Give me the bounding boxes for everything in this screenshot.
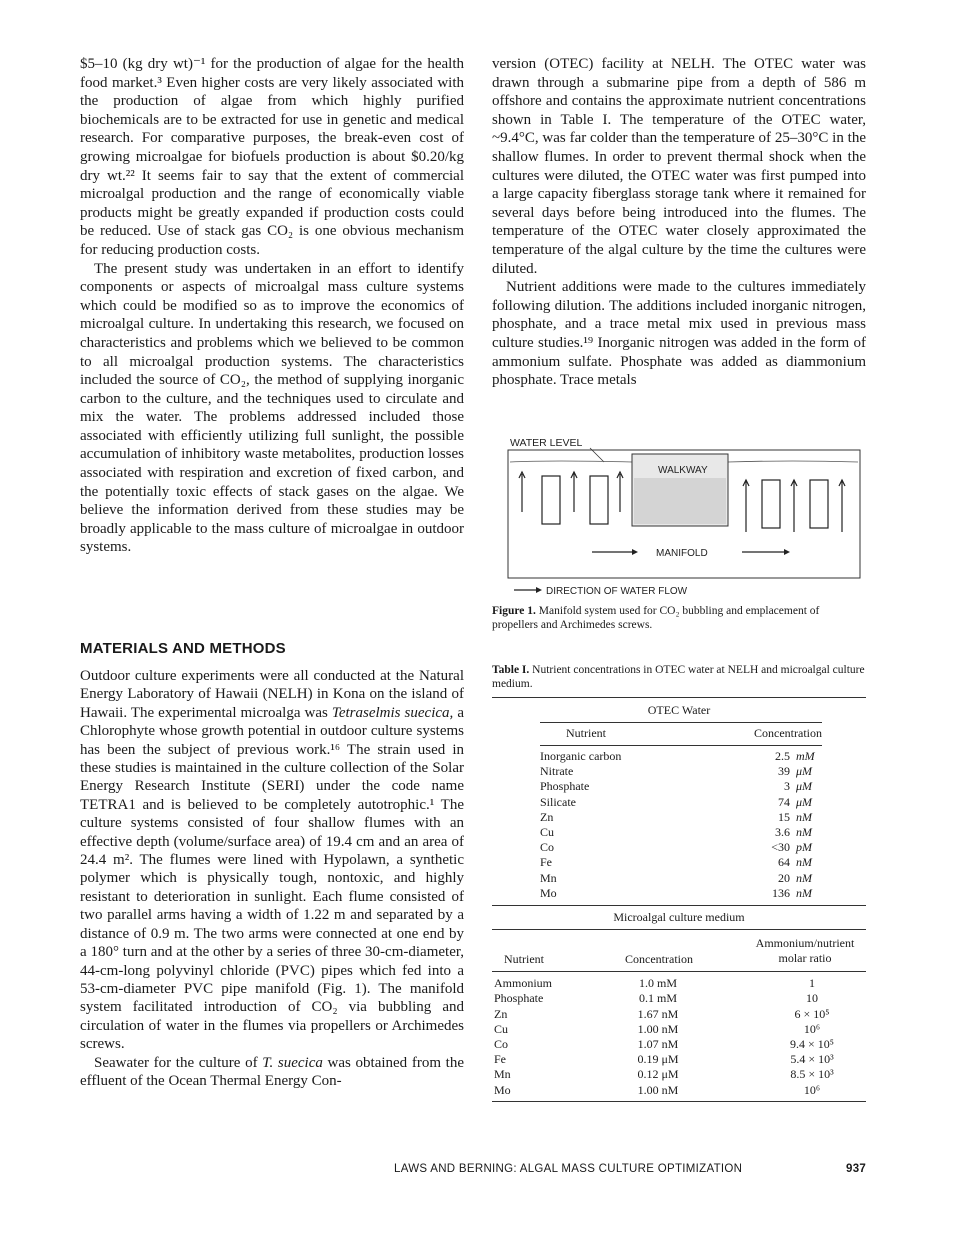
medium-ratio: 6 × 10⁵: [794, 1006, 830, 1021]
otec-row: [540, 855, 822, 870]
medium-row: [492, 976, 866, 991]
medium-row: [492, 1022, 866, 1037]
otec-nutrient: Inorganic carbon: [540, 749, 622, 763]
pipe-group-right: [743, 480, 845, 532]
medium-nutrient: Phosphate: [494, 991, 544, 1006]
otec-nutrient: Co: [540, 840, 555, 855]
left-column-top: [80, 55, 464, 557]
otec-nutrient: Mn: [540, 870, 557, 885]
medium-nutrient: Zn: [494, 1006, 508, 1021]
table-caption: Table I. Nutrient concentrations in OTEC water at NELH and microalgal culture medium.: [492, 664, 865, 690]
right-column-text: [492, 55, 866, 390]
otec-row: [540, 779, 822, 794]
otec-nutrient: Fe: [540, 855, 552, 870]
otec-row: [540, 886, 822, 901]
section-heading: MATERIALS AND METHODS: [80, 640, 286, 657]
paragraph: Nutrient additions were made to the cultures immediately following dilution. The additions included inorganic nitrogen, phosphate, and a trace metal mix used in previous mass culture studies.¹⁹ Inorganic nitrogen was added in the form of ammonium sulfate. Phosphate was added as diammonium phosphate. Trace metals: [492, 279, 866, 389]
otec-unit: nM: [796, 825, 812, 840]
otec-unit: nM: [796, 870, 812, 885]
otec-nutrient: Mo: [540, 885, 557, 900]
running-title: LAWS AND BERNING: ALGAL MASS CULTURE OPTIMIZATION: [394, 1163, 743, 1175]
page-number: 937: [846, 1163, 867, 1175]
otec-unit: μM: [796, 794, 813, 809]
otec-unit: nM: [796, 885, 812, 900]
medium-header-ratio: Ammonium/nutrient molar ratio: [755, 935, 855, 965]
otec-row: [540, 871, 822, 886]
medium-ratio: 10⁶: [803, 1082, 821, 1097]
medium-row: [492, 1067, 866, 1082]
medium-ratio: 1: [809, 976, 815, 991]
walkway-label: WALKWAY: [658, 465, 708, 476]
paragraph: $5–10 (kg dry wt)⁻¹ for the production of algae for the health food market.³ Even higher costs are very likely associated with the production of algae from which highly purified biochemicals are to be extracted for use in genetic and medical research. For comparative purposes, the break-even cost of growing microalgae for biofuels production is about $0.20/kg dry wt.²² It seems fair to say that the extent of commercial microalgal production and the range of economically viable products might be greatly expanded if production costs could be reduced. Use of stack gas CO₂ is one obvious mechanism for reducing production costs.: [80, 56, 464, 258]
medium-row: [492, 1007, 866, 1022]
medium-ratio: 5.4 × 10³: [790, 1052, 834, 1067]
otec-nutrient: Nitrate: [540, 764, 574, 779]
otec-unit: μM: [796, 764, 813, 779]
figure-caption: Figure 1. Manifold system used for CO₂ bubbling and emplacement of propellers and Archimedes screws.: [492, 605, 820, 631]
medium-header-nutrient: Nutrient: [504, 952, 544, 967]
medium-concentration: 1.07 nM: [637, 1037, 679, 1052]
medium-nutrient: Ammonium: [494, 976, 553, 991]
otec-value: 15: [778, 809, 790, 824]
otec-unit: nM: [796, 809, 812, 824]
paragraph: The present study was undertaken in an effort to identify components or aspects of microalgal mass culture systems which could be modified so as to improve the economics of microalgal culture. In undertaking this research, we focused on characteristics and problems which we believed to be common to all microalgal production systems. The characteristics included the source of CO₂, the method of supplying inorganic carbon to the culture, and the techniques used to circulate and mix the water. The problems addressed included those associated with efficiently utilizing full sunlight, the possible accumulation of inhibitory waste metabolites, production losses associated with respiration and excretion of fixed carbon, and the potentially toxic effects of stack gases on the algae. We believe the information derived from these studies may be broadly applicable to the mass culture of microalgae in outdoor systems.: [80, 260, 464, 556]
otec-row: [540, 825, 822, 840]
otec-value: 64: [778, 855, 790, 870]
otec-value: 3: [784, 779, 790, 794]
medium-row: [492, 1083, 866, 1098]
otec-header-nutrient: Nutrient: [566, 726, 606, 741]
medium-ratio: 9.4 × 10⁵: [790, 1037, 834, 1052]
medium-row: [492, 1037, 866, 1052]
medium-nutrient: Fe: [494, 1052, 506, 1067]
left-column-bottom: [80, 667, 464, 1090]
medium-concentration: 0.12 μM: [637, 1067, 679, 1082]
medium-concentration: 1.67 nM: [637, 1006, 679, 1021]
medium-concentration: 0.19 μM: [637, 1052, 679, 1067]
otec-value: 74: [778, 794, 790, 809]
otec-rows: [540, 749, 822, 901]
direction-label: DIRECTION OF WATER FLOW: [546, 586, 688, 597]
otec-value: <30: [771, 840, 790, 855]
otec-title: OTEC Water: [492, 697, 866, 722]
otec-nutrient: Phosphate: [540, 779, 590, 794]
otec-row: [540, 764, 822, 779]
otec-unit: nM: [796, 855, 812, 870]
pipe-group-left: [519, 472, 623, 524]
otec-row: [540, 749, 822, 764]
medium-rows: [492, 976, 866, 1098]
paragraph: Outdoor culture experiments were all conducted at the Natural Energy Laboratory of Hawaii (NELH) in Kona on the island of Hawaii. The experimental microalga was Tetraselmis suecica, a Chlorophyte whose growth potential in outdoor culture systems has been the subject of previous work.¹⁶ The strain used in these studies is maintained in the culture collection of the Solar Energy Research Institute (SERI) under the code name TETRA1 and is believed to be completely autotrophic.¹ The culture systems consisted of four shallow flumes with an effective depth (volume/surface area) of 19.4 cm and an area of 24.4 m². The flumes were lined with Hypolawn, a synthetic polymer which is physically tough, nontoxic, and highly resistant to deterioration in sunlight. Each flume consisted of two parallel arms having a width of 1.22 m and separated by a distance of 0.9 m. The two arms were connected at one end by a 180° turn and at the other by a series of three 30-cm-diameter, 44-cm-long polyvinyl chloride (PVC) pipes which fed into a 53-cm-diameter PVC pipe manifold (Fig. 1). The manifold system facilitated introduction of CO₂ via bubbling and circulation of water in the flumes via propellers or Archimedes screws.: [80, 668, 464, 1053]
figure-1: [492, 432, 866, 602]
paragraph: version (OTEC) facility at NELH. The OTEC water was drawn through a submarine pipe from a depth of 586 m offshore and contains the approximate nutrient concentrations shown in Table I. The temperature of the OTEC water, ~9.4°C, was far colder than the temperature of 25–30°C in the shallow flumes. In order to prevent thermal shock when the cultures were diluted, the OTEC water was first pumped into a large capacity fiberglass storage tank where it remained for several days before being introduced into the flumes. The temperature of the OTEC water closely approximated the temperature of the algal culture by the time the cultures were diluted.: [492, 56, 866, 277]
medium-row: [492, 991, 866, 1006]
otec-nutrient: Cu: [540, 825, 555, 840]
medium-title: Microalgal culture medium: [613, 910, 745, 925]
manifold-label: MANIFOLD: [656, 548, 708, 559]
manifold-diagram: [492, 432, 866, 602]
medium-header-concentration: Concentration: [625, 952, 693, 967]
otec-row: [540, 795, 822, 810]
medium-nutrient: Co: [494, 1037, 509, 1052]
otec-unit: mM: [796, 749, 815, 763]
otec-nutrient: Zn: [540, 809, 554, 824]
otec-table: [540, 723, 822, 745]
medium-nutrient: Mn: [494, 1067, 511, 1082]
medium-ratio: 10: [806, 991, 818, 1006]
otec-unit: pM: [796, 840, 812, 855]
otec-value: 136: [772, 885, 790, 900]
medium-header: [492, 930, 866, 971]
otec-row: [540, 840, 822, 855]
otec-row: [540, 810, 822, 825]
otec-header-concentration: Concentration: [754, 726, 822, 741]
water-level-label: WATER LEVEL: [510, 437, 583, 449]
medium-concentration: 1.0 mM: [638, 976, 677, 991]
medium-concentration: 1.00 nM: [637, 1082, 679, 1097]
medium-concentration: 1.00 nM: [637, 1021, 679, 1036]
medium-concentration: 0.1 mM: [638, 991, 677, 1006]
paragraph: Seawater for the culture of T. suecica was obtained from the effluent of the Ocean Thermal Energy Con-: [80, 1054, 464, 1089]
medium-ratio: 8.5 × 10³: [790, 1067, 834, 1082]
otec-value: 39: [778, 764, 790, 779]
table-1: [492, 697, 866, 1102]
medium-nutrient: Mo: [494, 1082, 511, 1097]
otec-unit: μM: [796, 779, 813, 794]
otec-value: 3.6: [775, 825, 790, 840]
medium-row: [492, 1052, 866, 1067]
medium-ratio: 10⁶: [803, 1021, 821, 1036]
medium-nutrient: Cu: [494, 1021, 509, 1036]
otec-value: 2.5: [775, 749, 790, 763]
otec-value: 20: [778, 870, 790, 885]
otec-nutrient: Silicate: [540, 794, 576, 809]
